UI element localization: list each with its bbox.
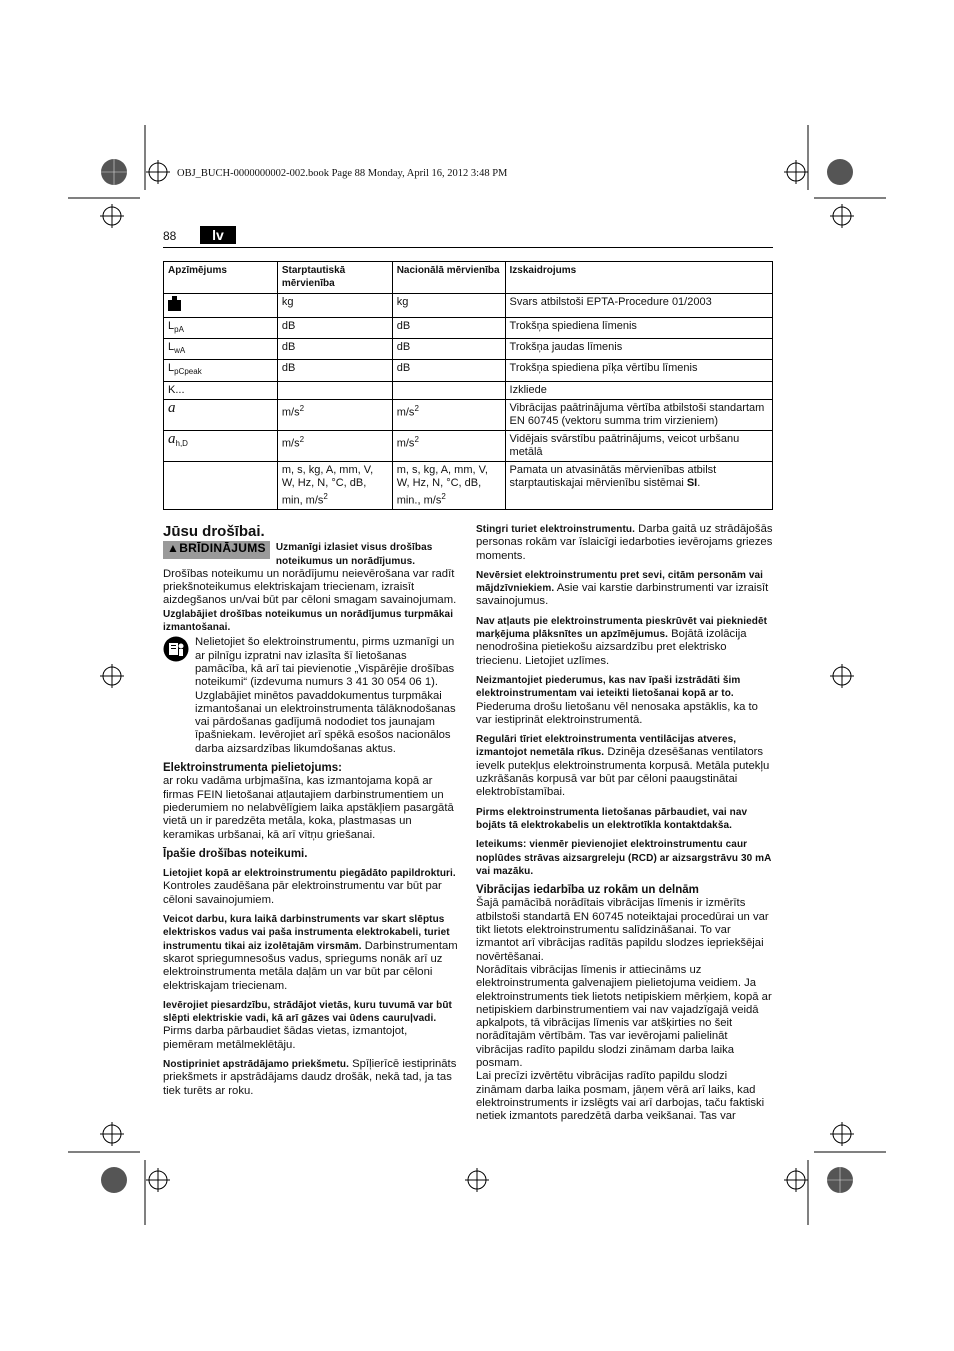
read-manual-icon [163, 636, 189, 662]
safety-item-bold: Stingri turiet elektroinstrumentu. [476, 524, 635, 535]
file-info-line: OBJ_BUCH-0000000002-002.book Page 88 Monday, April 16, 2012 3:48 PM [177, 168, 508, 179]
paragraph: Lai precīzi izvērtētu vibrācijas radīto papildu slodzi zināmam darba laika posmam, jāņem vērā arī laiks, kad elektroinstruments ir izslēgts vai arī darbojas, taču faktiski netiek izmantots paredzētā darba veikšanai. Tas var [476, 1070, 765, 1123]
safety-item-bold: Pirms elektroinstrumenta lietošanas pārbaudiet, vai nav bojāts tā elektrokabelis un elektrotīkla kontaktdakša. [476, 806, 748, 831]
header-rule [163, 247, 773, 248]
table-cell: kg [277, 294, 392, 318]
safety-item-bold: Ieteikums: vienmēr pievienojiet elektroinstrumentu caur noplūdes strāvas aizsargreleju (RCD) ar aizsargstrāvu 30 mA vai mazāku. [476, 839, 772, 877]
table-row [164, 339, 773, 360]
safety-item-text: Spīļierīcē iestiprināts priekšmets ir apstrādājams daudz drošāk, nekā tad, ja tas tiek turēts ar roku. [163, 1057, 457, 1097]
warning-badge-label: BRĪDINĀJUMS [179, 541, 266, 556]
superscript: 2 [299, 403, 305, 413]
warning-icon: ▲ [167, 541, 180, 556]
safety-item-text: Darbinstrumentam skarot spriegumnesošus vadus, spriegums nonāk arī uz elektroinstrumenta metāla daļām un var būt par cēloni elektriskajam triecienam. [163, 939, 458, 992]
table-cell: Pamata un atvasinātās mērvienības atbilst starptautiskajai mērvienību sistēmai [509, 463, 717, 489]
table-row [164, 381, 773, 399]
safety-item-bold: Nevērsiet elektroinstrumentu pret sevi, citām personām vai mājdzīvniekiem. [476, 569, 764, 595]
safety-item [163, 999, 459, 1052]
table-cell: kg [392, 294, 505, 318]
symbol-sub: pA [174, 325, 184, 335]
safety-item-text: Asie vai karstie darbinstrumenti var izraisīt savainojumus. [476, 582, 769, 608]
safety-item-bold: Nostipriniet apstrādājamo priekšmetu. [163, 1058, 349, 1070]
paragraph: Norādītais vibrācijas līmenis ir attiecināms uz elektroinstrumenta galvenajiem pielietojuma veidiem. Ja elektroinstruments tiek lietots netipiskiem mērķiem, kopā ar netipiskiem darbinstrumentiem vai nav vajadzīgajā veidā apkalpots, tā vibrācijas līmenis var atšķirties no šeit norādītajām vērtībām. Tas var ievērojami palielināt vibrācijas radīto papildu slodzi zināmam darba laika posmam. [476, 963, 772, 1069]
page-number: 88 [163, 229, 177, 243]
weight-icon [168, 296, 181, 311]
safety-item [476, 733, 773, 799]
table-cell: Izkliede [505, 381, 772, 399]
safety-item [476, 615, 773, 668]
right-column [476, 523, 773, 1123]
symbol: K... [164, 381, 278, 399]
symbol-sub: wA [174, 346, 186, 356]
read-manual-block [163, 636, 459, 756]
table-header-row [164, 262, 773, 294]
table-row [164, 461, 773, 510]
table-cell: Vidējais svārstību paātrinājums, veicot urbšanu metālā [505, 430, 772, 461]
si-label: SI [686, 476, 698, 489]
section-title: Jūsu drošībai. [163, 523, 265, 540]
table-cell [392, 381, 505, 399]
table-row [164, 318, 773, 339]
table-row [164, 360, 773, 381]
safety-item-bold: Regulāri tīriet elektroinstrumenta ventilācijas atveres, izmantojot nemetāla rīkus. [476, 734, 737, 759]
superscript: 2 [299, 434, 305, 444]
symbol-sub: h,D [175, 438, 188, 448]
table-cell: dB [277, 360, 392, 381]
table-header: Starptautiskā mērvienība [277, 262, 392, 294]
safety-item-text: Bojātā izolācija nenodrošina pietiekošu aizsardzību pret elektrisko triecienu. Lietojiet uzlīmes. [476, 628, 747, 667]
table-cell: dB [392, 360, 505, 381]
table-header: Izskaidrojums [505, 262, 772, 294]
table-cell: dB [277, 318, 392, 339]
section-heading: Vibrācijas iedarbība uz rokām un delnām [476, 884, 699, 897]
paragraph-bold: Uzglabājiet drošības noteikumus un norādījumus turpmākai izmantošanai. [163, 608, 454, 634]
symbol: a [168, 430, 176, 447]
table-row [164, 399, 773, 430]
symbols-table [163, 261, 773, 510]
safety-item [163, 913, 459, 993]
safety-item-bold: Veicot darbu, kura laikā darbinstruments var skart slēptus elektriskos vadus vai paša instrumenta elektrokabeli, turiet instrumentu tikai aiz izolētajām virsmām. [163, 914, 450, 952]
safety-item [476, 523, 773, 563]
table-cell: m/s [396, 437, 415, 450]
safety-item-text: Piederuma drošu lietošanu vēl nenosaka apstāklis, ka to var iestiprināt elektroinstrumentā. [476, 700, 758, 726]
table-cell: dB [392, 339, 505, 360]
safety-item-text: Kontroles zaudēšana pār elektroinstrumentu var būt par cēloni savainojumiem. [163, 880, 442, 906]
safety-item-bold: Lietojiet kopā ar elektroinstrumentu piegādāto papildrokturi. [163, 868, 456, 880]
paragraph: Šajā pamācībā norādītais vibrācijas līmenis ir izmērīts atbilstoši standartā EN 60745 noteiktajai procedūrai un var tikt lietots elektroinstrumentu salīdzināšanai. To var izmantot arī vibrācijas radītās papildu slodzes iepriekšējai novērtēšanai. [476, 897, 769, 963]
safety-item-bold: Neizmantojiet piederumus, kas nav īpaši izstrādāti šim elektroinstrumentam vai ieteikti lietošanai kopā ar to. [476, 674, 741, 700]
left-column [163, 525, 459, 1098]
superscript: 2 [323, 491, 328, 501]
symbol-sub: pCpeak [174, 367, 202, 377]
symbol: a [168, 399, 176, 416]
symbol: L [168, 341, 175, 354]
table-cell [277, 381, 392, 399]
table-cell [164, 461, 278, 510]
superscript: 2 [414, 403, 419, 413]
table-cell: m, s, kg, A, mm, V, W, Hz, N, °C, dB, min, m/s [281, 463, 374, 507]
paragraph: ar roku vadāma urbjmašīna, kas izmantojama kopā ar firmas FEIN lietošanai atļautajiem darbinstrumentiem un piederumiem no nelabvēlīgiem laika apstākļiem pasargātā vietā un ir paredzēta metāla, koka, plastmasas un keramikas urbšanai, kā arī vītņu griešanai. [163, 775, 454, 841]
safety-item-bold: Nav atļauts pie elektroinstrumenta pieskrūvēt vai piekniedēt marķējuma plāksnītes un apzīmējumus. [476, 615, 768, 641]
safety-item [163, 867, 459, 907]
paragraph: Drošības noteikumu un norādījumu neievērošana var radīt priekšnoteikumus elektriskajam triecienam, izraisīt aizdegšanos un/vai būt par cēloni smagam savainojumam. [163, 567, 457, 607]
symbol: L [168, 362, 175, 375]
safety-item-bold: Ievērojiet piesardzību, strādājot vietās, kuru tuvumā var būt slēpti elektriskie vadi, kā arī gāzes vai ūdens cauruļvadi. [163, 999, 452, 1025]
safety-item [476, 569, 773, 609]
safety-item-text: Pirms darba pārbaudiet šādas vietas, izmantojot, piemēram metālmeklētāju. [163, 1025, 408, 1051]
table-cell: Vibrācijas paātrinājuma vērtība atbilstoši standartam EN 60745 (vektoru summa trim virzieniem) [505, 399, 772, 430]
table-cell: dB [277, 339, 392, 360]
table-cell: Svars atbilstoši EPTA-Procedure 01/2003 [505, 294, 772, 318]
safety-item [163, 1058, 459, 1098]
table-cell: m/s [396, 406, 415, 419]
safety-item-text: Darba gaitā uz strādājošās personas rokām var īslaicīgi iedarboties ievērojams griezes moments. [476, 523, 773, 562]
table-cell: dB [392, 318, 505, 339]
section-heading: Elektroinstrumenta pielietojums: [163, 762, 342, 775]
table-cell: . [697, 476, 701, 489]
superscript: 2 [441, 491, 446, 501]
warning-block [163, 541, 459, 568]
table-header: Apzīmējums [164, 262, 278, 294]
table-cell: m/s [281, 406, 300, 419]
symbol: L [168, 320, 175, 332]
warning-badge [163, 541, 270, 559]
safety-item-text: Dzinēja dzesēšanas ventilators ievelk putekļus elektroinstrumenta korpusā. Metāla putekļu uzkrāšanās korpusā var būt par cēloni paaugstinātai elektrobīstamībai. [476, 746, 770, 799]
table-cell: Trokšņa spiediena līmenis [505, 318, 772, 339]
safety-item [476, 674, 773, 727]
table-cell: Trokšņa jaudas līmenis [505, 339, 772, 360]
superscript: 2 [414, 434, 419, 444]
section-heading: Īpašie drošības noteikumi. [163, 847, 308, 860]
language-badge: lv [200, 226, 236, 244]
table-header: Nacionālā mērvienība [392, 262, 505, 294]
table-cell: m/s [281, 437, 300, 450]
warning-text: Uzmanīgi izlasiet visus drošības noteikumus un norādījumus. [275, 542, 433, 567]
table-cell: Trokšņa spiediena pīķa vērtību līmenis [505, 360, 772, 381]
table-row [164, 294, 773, 318]
table-row [164, 430, 773, 461]
paragraph: Nelietojiet šo elektroinstrumentu, pirms uzmanīgi un ar pilnīgu izpratni nav izlasīta šī lietošanas pamācība, kā arī tai pievienotie „Vispārējie drošības noteikumi“ (izdevuma numurs 3 41 30 054 06 1). Uzglabājiet minētos pavaddokumentus turpmākai izmantošanai un elektroinstrumenta tālāknodošanas vai pārdošanas gadījumā nododiet tos jaunajam īpašniekam. Ievērojiet arī spēkā esošos nacionālos darba aizsardzības likumdošanas aktus. [195, 636, 456, 755]
table-cell: m, s, kg, A, mm, V, W, Hz, N, °C, dB, min., m/s [396, 463, 488, 507]
